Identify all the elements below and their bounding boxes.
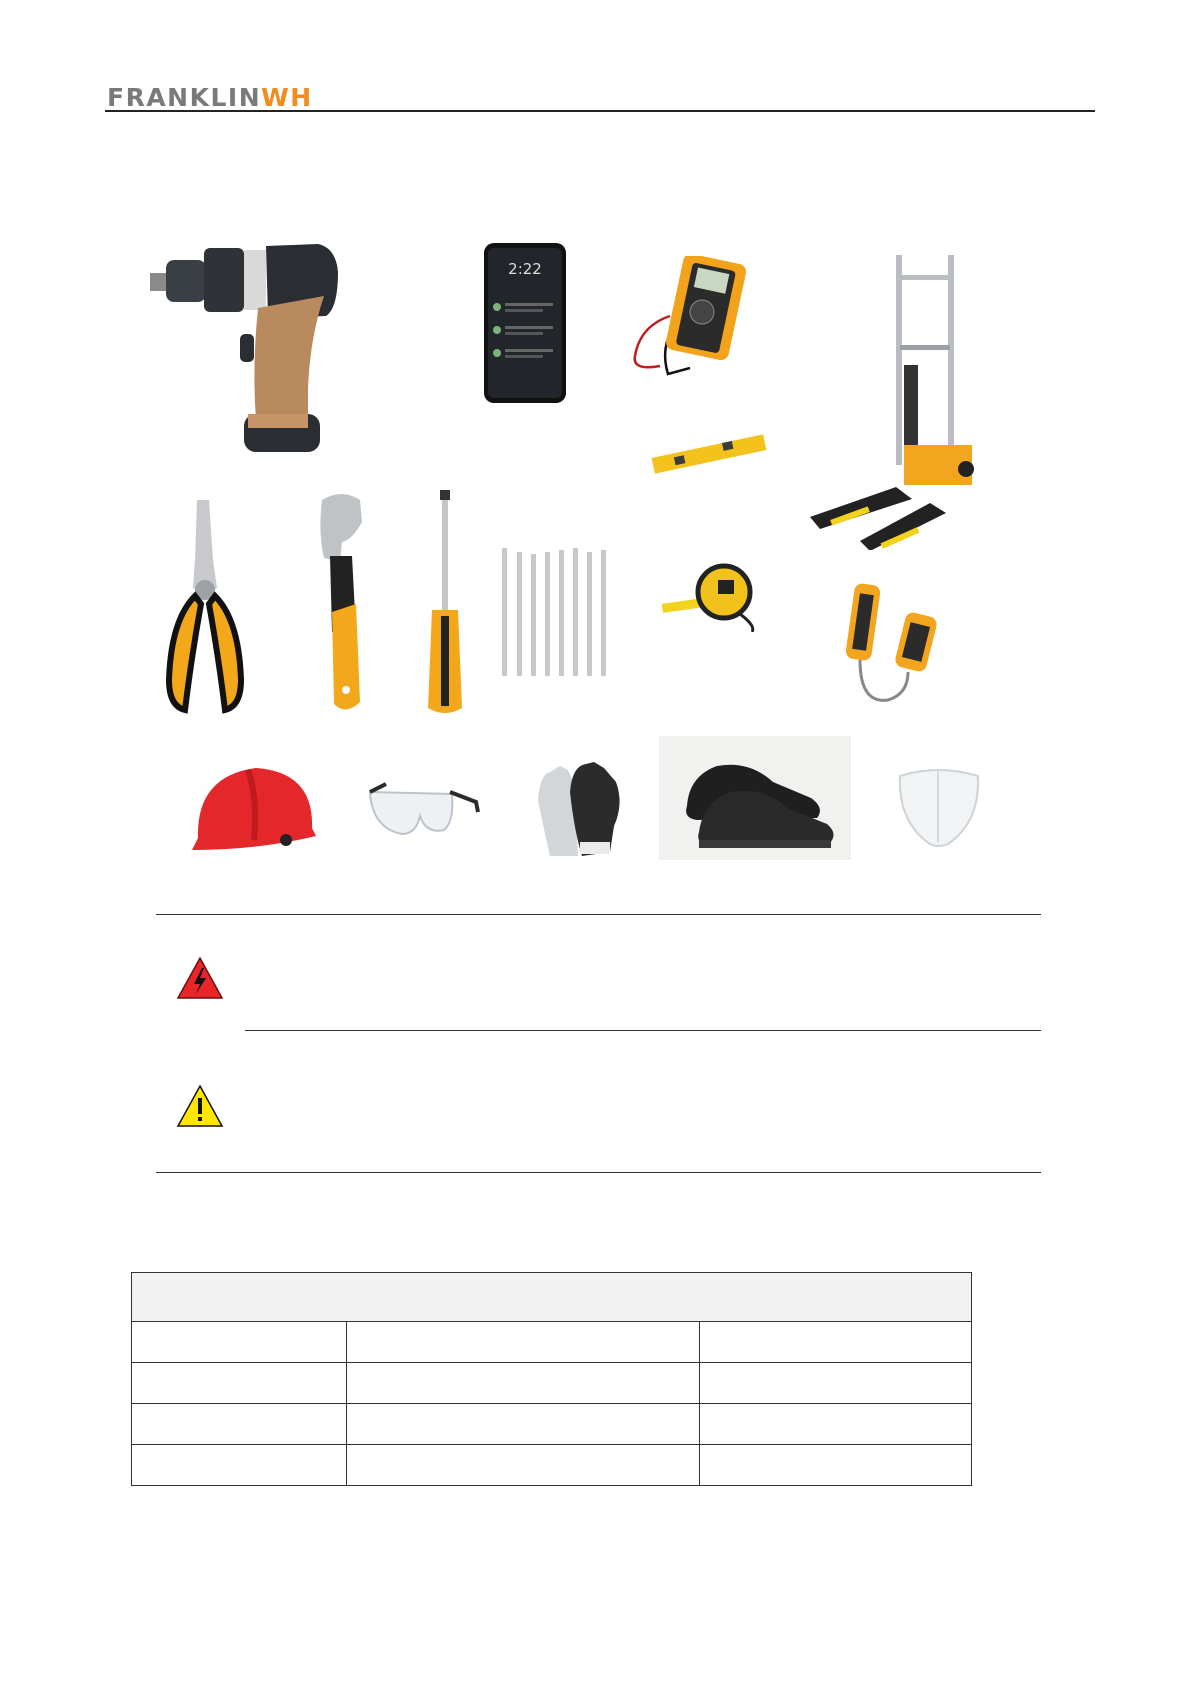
table-cell [132,1404,347,1445]
smartphone-image [483,242,567,404]
notice-divider-rule [245,1030,1041,1031]
table-header-cell [132,1273,972,1322]
manual-stacker-image [800,255,985,550]
spirit-level-image [650,432,768,480]
table-cell [132,1363,347,1404]
caution-icon [176,1084,224,1128]
notice-top-rule [156,914,1041,915]
table-cell [347,1363,700,1404]
electric-hazard-notice [156,920,1041,1030]
caution-notice [156,1040,1041,1170]
cordless-drill-image [148,238,348,458]
table-cell [347,1322,700,1363]
safety-shoes-image [659,736,851,860]
table-row [132,1363,972,1404]
table-cell [347,1445,700,1486]
table-cell [132,1445,347,1486]
table-cell [132,1322,347,1363]
svg-text:FRANKLINWH: FRANKLINWH [107,84,313,112]
table-cell [347,1404,700,1445]
safety-helmet-image [188,758,320,858]
screwdriver-bit-set-image [500,548,610,678]
svg-text:2:22: 2:22 [508,260,542,278]
tools-table [131,1272,972,1486]
table-cell [700,1322,972,1363]
table-row [132,1322,972,1363]
table-cell [700,1363,972,1404]
table-cell [700,1445,972,1486]
table-cell [700,1404,972,1445]
safety-glasses-image [364,776,480,850]
table-row [132,1445,972,1486]
table-header-row [132,1273,972,1322]
flathead-screwdriver-image [424,490,466,716]
cable-tester-image [838,574,948,708]
electric-hazard-icon [176,956,224,1000]
work-gloves-image [534,760,626,860]
adjustable-wrench-image [312,492,372,717]
table-row [132,1404,972,1445]
notice-bottom-rule [156,1172,1041,1173]
combination-pliers-image [165,500,247,716]
multimeter-image [630,256,750,381]
dust-mask-image [896,766,982,848]
tape-measure-image [660,560,760,632]
